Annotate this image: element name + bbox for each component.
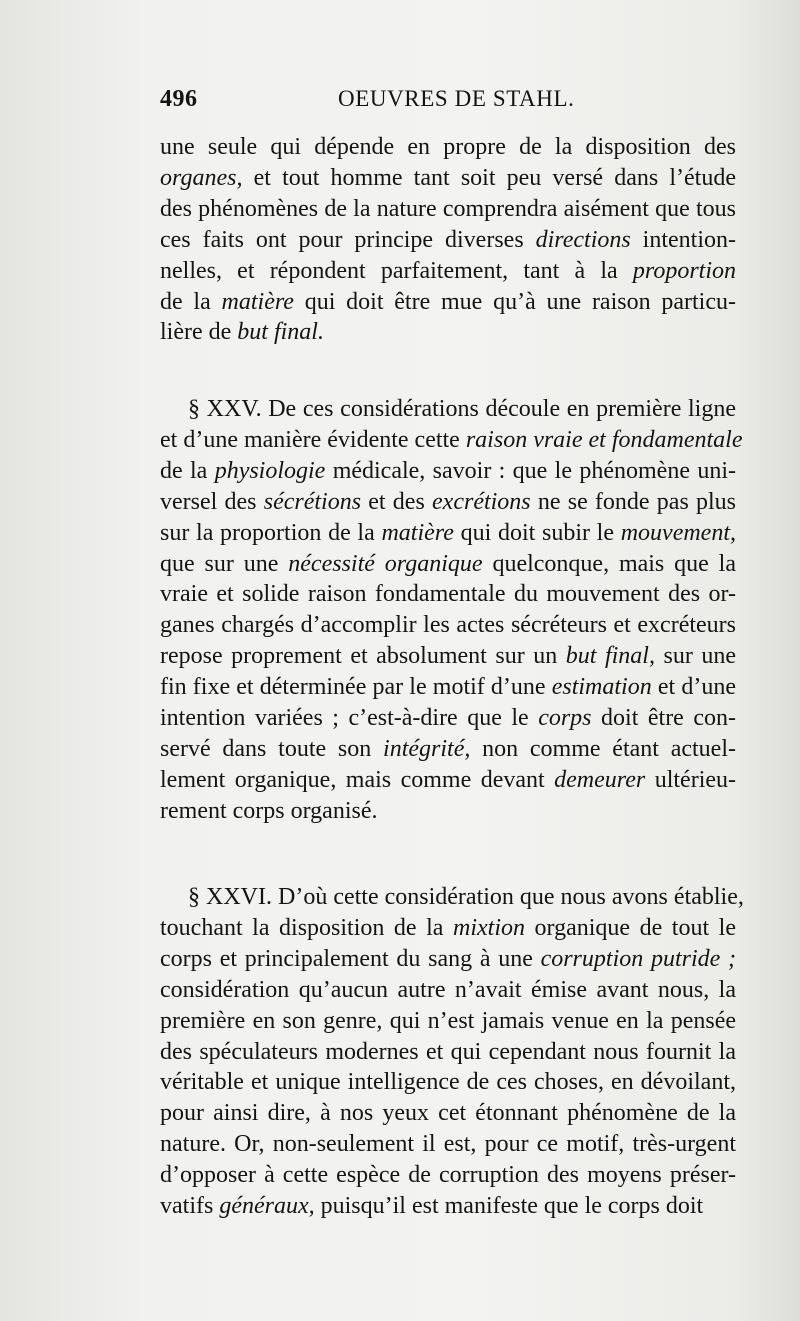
text-run: nelles, et répondent parfaitement, tant à la — [160, 257, 633, 284]
text-line — [160, 287, 736, 317]
text-run: lement organique, mais comme devant — [160, 766, 555, 793]
text-line — [160, 610, 736, 640]
text-line — [188, 394, 736, 424]
text-run: sur la proportion de la — [160, 519, 382, 546]
text-run: ultérieu- — [645, 766, 737, 793]
text-run: de la — [160, 457, 215, 484]
text-run: puisqu’il est manifeste que le corps doit — [314, 1193, 704, 1219]
text-run: intention- — [630, 226, 736, 253]
text-run: des phénomènes de la nature comprendra aisément que tous — [160, 195, 736, 222]
text-line — [160, 796, 736, 826]
text-line — [160, 1037, 736, 1067]
text-line — [160, 1098, 736, 1128]
text-run: qui doit être mue qu’à une raison particu- — [293, 288, 736, 315]
text-line — [160, 672, 736, 702]
text-line — [160, 913, 736, 943]
text-run: et d’une — [651, 674, 736, 701]
italic-text: estimation — [551, 674, 652, 701]
text-run: touchant la disposition de la — [160, 914, 453, 941]
text-line — [160, 1129, 736, 1159]
text-run: qui doit subir le — [453, 519, 621, 546]
text-run: première en son genre, qui n’est jamais venue en la pensée — [160, 1007, 736, 1034]
text-line — [160, 1006, 736, 1036]
italic-text: corps — [538, 705, 592, 731]
text-run: ganes chargés d’accomplir les actes sécréteurs et excréteurs — [160, 612, 736, 639]
text-line — [160, 1160, 736, 1190]
text-line — [160, 132, 736, 162]
text-line — [160, 163, 736, 193]
text-line — [160, 317, 736, 347]
text-run: sur une — [654, 643, 736, 670]
page-header — [160, 86, 735, 120]
text-run: intention variées ; c’est-à-dire que le — [160, 705, 539, 731]
text-line — [188, 882, 744, 912]
text-run: de la — [160, 288, 222, 315]
text-line — [160, 518, 736, 548]
text-run: vraie et solide raison fondamentale du mouvement des or- — [160, 581, 736, 608]
text-line — [160, 256, 736, 286]
text-run: pour ainsi dire, à nos yeux cet étonnant phénomène de la — [160, 1100, 736, 1127]
text-run: une seule qui dépende en propre de la disposition des — [160, 134, 736, 160]
italic-text: matière — [381, 519, 454, 546]
text-run: des spéculateurs modernes et qui cependant nous fournit la — [160, 1038, 736, 1065]
text-run: servé dans toute son — [160, 735, 384, 762]
text-run: vatifs — [160, 1193, 220, 1219]
text-run: quelconque, mais que la — [482, 550, 736, 577]
italic-text: proportion — [632, 257, 736, 284]
italic-text: nécessité organique — [288, 550, 483, 577]
text-run: fin fixe et déterminée par le motif d’une — [160, 674, 552, 701]
text-line — [160, 549, 736, 579]
text-run: ne se fonde pas plus — [530, 488, 737, 515]
text-line — [160, 456, 736, 486]
text-run: repose proprement et absolument sur un — [160, 643, 566, 670]
text-line — [160, 1067, 736, 1097]
text-run: organique de tout le — [525, 914, 736, 941]
text-run: lière de — [160, 319, 238, 346]
italic-text: but final. — [237, 319, 324, 346]
italic-text: but final, — [565, 643, 655, 670]
text-run: versel des — [160, 488, 264, 515]
text-run: d’opposer à cette espèce de corruption des moyens préser- — [160, 1162, 736, 1189]
italic-text: corruption putride ; — [540, 945, 736, 972]
italic-text: demeurer — [554, 766, 646, 793]
text-run: et des — [361, 488, 433, 515]
italic-text: intégrité, — [383, 735, 471, 762]
text-run: ces faits ont pour principe diverses — [160, 226, 536, 253]
text-line — [160, 579, 736, 609]
text-run: nature. Or, non-seulement il est, pour ce motif, très-urgent — [160, 1131, 736, 1158]
text-run: § XXVI. D’où cette considération que nous avons établie, — [188, 884, 744, 910]
text-run: considération qu’aucun autre n’avait émise avant nous, la — [160, 976, 736, 1003]
text-line — [160, 734, 736, 764]
italic-text: matière — [221, 288, 294, 315]
text-line — [160, 944, 736, 974]
italic-text: mixtion — [453, 914, 525, 941]
italic-text: directions — [535, 226, 631, 253]
text-run: et d’une manière évidente cette — [160, 426, 466, 453]
text-line — [160, 487, 736, 517]
text-run: médicale, savoir : que le phénomène uni- — [325, 457, 736, 484]
italic-text: excrétions — [432, 488, 531, 515]
text-run: corps et principalement du sang à une — [160, 945, 541, 972]
text-run: que sur une — [160, 550, 289, 577]
text-line — [160, 425, 743, 455]
text-run: doit être con- — [591, 705, 736, 731]
text-line — [160, 765, 736, 795]
text-run: § XXV. De ces considérations découle en première ligne — [188, 396, 736, 422]
italic-text: mouvement, — [620, 519, 736, 546]
text-line — [160, 975, 736, 1005]
italic-text: organes, — [160, 164, 243, 191]
text-run: non comme étant actuel- — [470, 735, 736, 762]
text-line — [160, 703, 736, 733]
italic-text: raison vraie et fondamentale — [465, 426, 743, 453]
text-run: et tout homme tant soit peu versé dans l’étude — [242, 164, 736, 191]
page-number: 496 — [160, 86, 198, 112]
text-run: véritable et unique intelligence de ces choses, en dévoilant, — [160, 1069, 736, 1096]
italic-text: sécrétions — [263, 488, 362, 515]
text-line — [160, 194, 736, 224]
italic-text: généraux, — [219, 1193, 315, 1219]
text-line — [160, 225, 736, 255]
text-line — [160, 641, 736, 671]
italic-text: physiologie — [214, 457, 326, 484]
text-run: rement corps organisé. — [160, 797, 378, 824]
running-title: OEUVRES DE STAHL. — [338, 86, 575, 111]
text-line — [160, 1191, 736, 1221]
